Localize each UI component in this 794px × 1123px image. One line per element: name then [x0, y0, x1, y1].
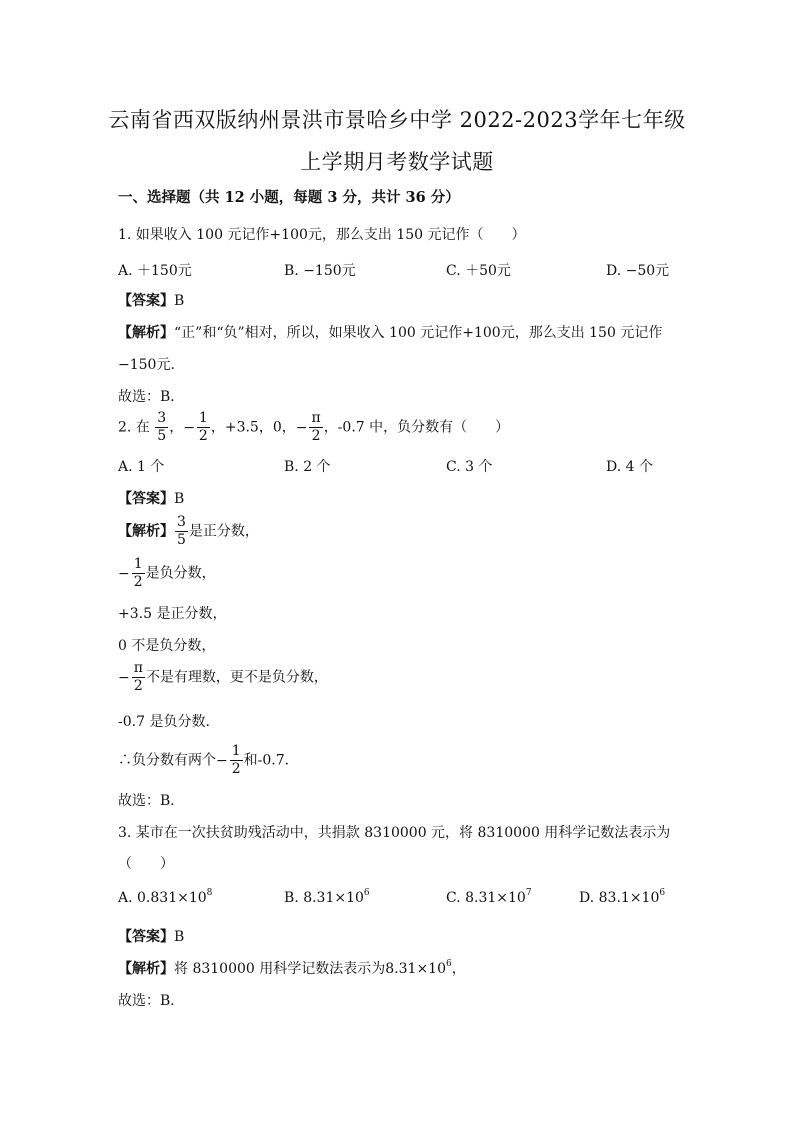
analysis-tag: 【解析】 [118, 523, 174, 540]
q2-analysis-4: 0 不是负分数， [118, 638, 216, 654]
document-title-line2: 上学期月考数学试题 [300, 150, 494, 174]
q1-conclusion: 故选：B． [118, 389, 185, 405]
q1-option-d: D. −50元 [606, 263, 670, 279]
q3-option-a: A. $0.831\times 10^8$ [118, 888, 213, 906]
q1-answer [118, 290, 184, 310]
fraction-1-2: $\frac{1}{2}$ [133, 556, 143, 590]
q1-option-c: C. ＋50元 [446, 263, 511, 279]
answer-value: B [174, 293, 185, 309]
fraction-3-5: $\frac{3}{5}$ [157, 410, 167, 444]
q3-stem-line2: （ ） [118, 856, 174, 872]
q2-conclusion: 故选：B． [118, 793, 185, 809]
analysis-tag: 【解析】 [118, 325, 174, 341]
q2-analysis-5: − $\frac{\pi}{2}$ 不是有理数，更不是负分数， [118, 660, 328, 694]
answer-tag: 【答案】 [118, 929, 174, 945]
q3-option-b: B. $8.31\times 10^6$ [284, 888, 370, 906]
q3-option-c: C. $8.31\times 10^7$ [446, 888, 532, 906]
q3-option-d: D. $83.1\times 10^6$ [579, 888, 666, 906]
q2-option-d: D. 4 个 [606, 459, 653, 475]
q2-analysis-7: ∴负分数有两个− $\frac{1}{2}$ 和-0.7. [118, 743, 290, 777]
q2-analysis-2: − $\frac{1}{2}$ 是负分数， [118, 556, 216, 590]
q2-stem: 2. 在 $\frac{3}{5}$ ，− $\frac{1}{2}$ ，+3.5，0，− $\frac{\pi}{2}$ ，-0.7 中，负分数有（ ） [118, 410, 510, 444]
fraction-3-5: $\frac{3}{5}$ [177, 514, 186, 548]
q1-analysis-line2: −150元. [118, 357, 175, 373]
q2-prefix: 2. 在 [118, 419, 150, 436]
q2-analysis-3: +3.5 是正分数， [118, 606, 227, 622]
q3-analysis: 【解析】将 8310000 用科学记数法表示为$8.31\times 10^6$， [118, 959, 466, 977]
answer-value: B [174, 491, 185, 507]
q2-option-a: A. 1 个 [118, 459, 165, 475]
analysis-text: “正”和“负”相对，所以，如果收入 100 元记作+100元，那么支出 150 元记作 [174, 325, 663, 341]
answer-tag: 【答案】 [118, 293, 174, 309]
q2-suffix: ，-0.7 中，负分数有（ ） [323, 419, 510, 436]
q2-option-b: B. 2 个 [284, 459, 331, 475]
fraction-pi-2: $\frac{\pi}{2}$ [311, 410, 321, 444]
q1-option-a: A. ＋150元 [118, 263, 192, 279]
q3-conclusion: 故选：B． [118, 993, 185, 1009]
answer-tag: 【答案】 [118, 491, 174, 507]
fraction-pi-2: $\frac{\pi}{2}$ [133, 660, 143, 694]
document-title-line1: 云南省西双版纳州景洪市景哈乡中学 2022-2023学年七年级 [108, 108, 686, 132]
q1-stem: 1. 如果收入 100 元记作+100元，那么支出 150 元记作（ ） [118, 227, 526, 243]
answer-value: B [174, 929, 185, 945]
fraction-1-2: $\frac{1}{2}$ [198, 410, 208, 444]
q2-answer [118, 488, 184, 508]
q2-option-c: C. 3 个 [446, 459, 493, 475]
analysis-tag: 【解析】 [118, 961, 174, 977]
q1-analysis [118, 322, 662, 342]
section-heading: 一、选择题（共 12 小题，每题 3 分，共计 36 分） [118, 189, 460, 206]
q2-analysis-6: -0.7 是负分数. [118, 714, 210, 730]
q3-answer [118, 926, 184, 946]
fraction-1-2: $\frac{1}{2}$ [231, 743, 241, 777]
q1-option-b: B. −150元 [284, 263, 356, 279]
q3-stem-line1: 3. 某市在一次扶贫助残活动中，共捐款 8310000 元，将 8310000 用科学记数法表示为 [118, 825, 671, 841]
q2-analysis-1: 【解析】 $\frac{3}{5}$ 是正分数， [118, 514, 259, 548]
